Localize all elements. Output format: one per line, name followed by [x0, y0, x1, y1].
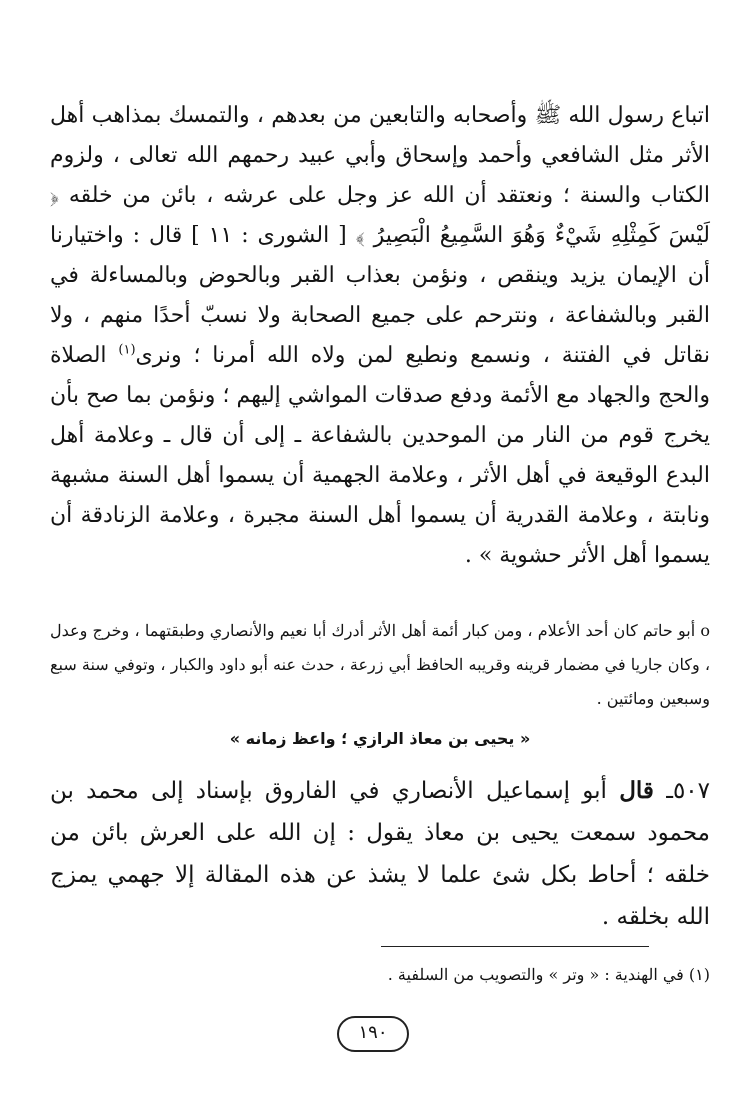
- biography-note: [50, 614, 710, 716]
- main-paragraph: [50, 96, 710, 576]
- section-heading: « يحيى بن معاذ الرازي ؛ واعظ زمانه »: [229, 729, 531, 748]
- entry-number: ٥٠٧ـ: [666, 778, 710, 804]
- note-marker: o: [700, 621, 710, 640]
- entry-keyword: قال: [619, 777, 654, 804]
- note-text: أبو حاتم كان أحد الأعلام ، ومن كبار أئمة أهل الأثر أدرك أبا نعيم والأنصاري وطبقتهما ، وخرج وعدل ، وكان جاريا في مضمار قرينه وقريبه الحافظ أبي زرعة ، حدث عنه أبو داود والكبار ، وتوفي سنة سبع وسبعين ومائتين .: [50, 621, 710, 708]
- entry-text: أبو إسماعيل الأنصاري في الفاروق بإسناد إلى محمد بن محمود سمعت يحيى بن معاذ يقول : إن الله على العرش بائن من خلقه ؛ أحاط بكل شئ علما لا يشذ عن هذه المقالة إلا جهمي يمزج الله بخلقه .: [50, 778, 710, 930]
- page-number: ١٩٠: [337, 1016, 409, 1052]
- footnote: (١) في الهندية : « وتر » والتصويب من السلفية .: [387, 965, 710, 984]
- main-paragraph-part1: اتباع رسول الله ﷺ وأصحابه والتابعين من بعدهم ، والتمسك بمذاهب أهل الأثر مثل الشافعي وأحمد وإسحاق وأبي عبيد رحمهم الله تعالى ، ولزوم الكتاب والسنة ؛ ونعتقد أن الله عز وجل على عرشه ، بائن من خلقه ﴿ لَيْسَ كَمِثْلِهِ شَيْءٌ وَهُوَ السَّمِيعُ الْبَصِيرُ ﴾ [ الشورى : ١١ ] قال : واختيارنا أن الإيمان يزيد وينقص ، ونؤمن بعذاب القبر وبالحوض وبالمساءلة في القبر وبالشفاعة ، ونترحم على جميع الصحابة ولا نسبّ أحدًا منهم ، ولا نقاتل في الفتنة ، ونسمع ونطيع لمن ولاه الله أمرنا ؛ ونرى: [50, 103, 710, 368]
- footnote-divider: [381, 946, 649, 947]
- main-text: [50, 96, 710, 576]
- footnote-reference: (١): [118, 342, 136, 358]
- main-paragraph-part2: الصلاة والحج والجهاد مع الأئمة ودفع صدقات المواشي إليهم ؛ ونؤمن بما صح بأن يخرج قوم من النار من الموحدين بالشفاعة ـ إلى أن قال ـ وعلامة أهل البدع الوقيعة في أهل الأثر ، وعلامة الجهمية أن يسموا أهل السنة مشبهة ونابتة ، وعلامة القدرية أن يسموا أهل السنة مجبرة ، وعلامة الزنادقة أن يسموا أهل الأثر حشوية » .: [50, 343, 710, 568]
- entry-507: [50, 770, 710, 938]
